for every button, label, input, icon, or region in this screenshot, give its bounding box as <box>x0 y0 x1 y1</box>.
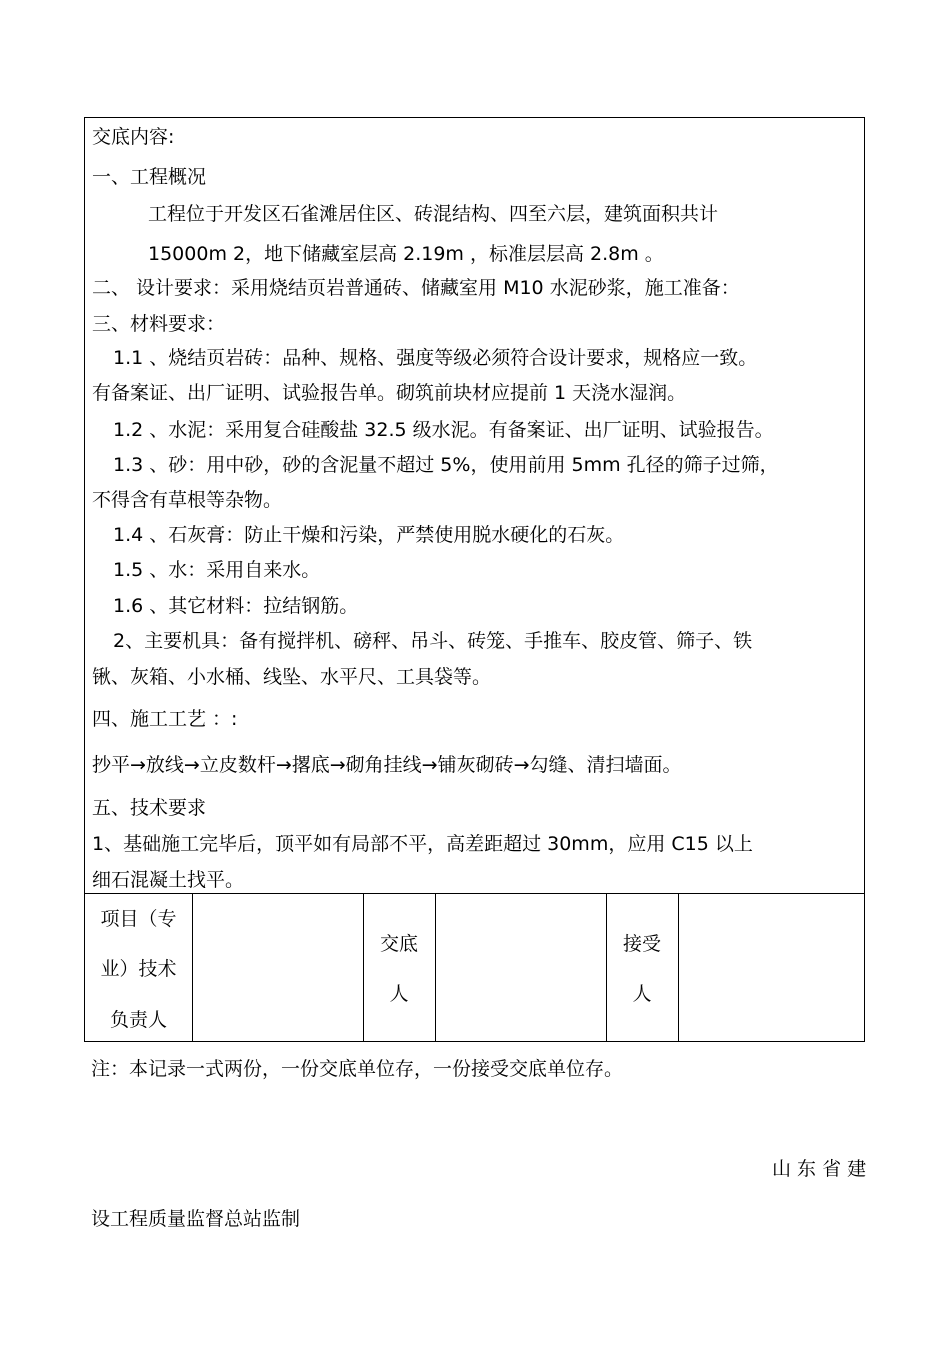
section-3-title: 三、材料要求： <box>92 313 226 335</box>
material-1-4: 1.4 、石灰膏：防止干燥和污染，严禁使用脱水硬化的石灰。 <box>113 524 625 546</box>
issuer-line-2: 设工程质量监督总站监制 <box>91 1208 301 1230</box>
tools-line-2: 锹、灰箱、小水桶、线坠、水平尺、工具袋等。 <box>92 666 492 688</box>
material-1-6: 1.6 、其它材料：拉结钢筋。 <box>113 595 359 617</box>
column-divider <box>435 894 436 1042</box>
technical-requirement-line-2: 细石混凝土找平。 <box>92 869 245 891</box>
column-divider <box>363 894 364 1042</box>
material-1-3-line-2: 不得含有草根等杂物。 <box>92 489 283 511</box>
project-overview-line-2: 15000m 2，地下储藏室层高 2.19m ，标准层层高 2.8m 。 <box>148 243 664 265</box>
footer-note: 注：本记录一式两份，一份交底单位存，一份接受交底单位存。 <box>91 1058 624 1080</box>
receiver-label-line-2: 人 <box>632 983 652 1005</box>
material-1-5: 1.5 、水：采用自来水。 <box>113 559 321 581</box>
material-1-1-line-1: 1.1 、烧结页岩砖：品种、规格、强度等级必须符合设计要求，规格应一致。 <box>113 347 758 369</box>
issuer-line-1: 山 东 省 建 <box>772 1158 867 1180</box>
content-heading: 交底内容: <box>92 126 175 148</box>
column-divider <box>192 894 193 1042</box>
column-divider <box>606 894 607 1042</box>
material-1-1-line-2: 有备案证、出厂证明、试验报告单。砌筑前块材应提前 1 天浇水湿润。 <box>92 382 687 404</box>
technical-lead-label-line-3: 负责人 <box>109 1009 167 1031</box>
tools-line-1: 2、主要机具：备有搅拌机、磅秤、吊斗、砖笼、手推车、胶皮管、筛子、铁 <box>113 630 753 652</box>
signature-row <box>85 893 864 1042</box>
construction-process-flow: 抄平→放线→立皮数杆→撂底→砌角挂线→铺灰砌砖→勾缝、清扫墙面。 <box>92 754 682 776</box>
column-divider <box>678 894 679 1042</box>
discloser-label-line-1: 交底 <box>379 933 418 955</box>
technical-lead-label-line-1: 项目（专 <box>100 908 177 930</box>
material-1-2: 1.2 、水泥：采用复合硅酸盐 32.5 级水泥。有备案证、出厂证明、试验报告。 <box>113 419 774 441</box>
disclosure-table <box>84 117 865 1042</box>
discloser-label-line-2: 人 <box>389 983 409 1005</box>
material-1-3-line-1: 1.3 、砂：用中砂，砂的含泥量不超过 5%，使用前用 5mm 孔径的筛子过筛， <box>113 454 779 476</box>
section-2-design-requirements: 二、 设计要求：采用烧结页岩普通砖、储藏室用 M10 水泥砂浆，施工准备： <box>92 277 740 299</box>
technical-lead-label-line-2: 业）技术 <box>100 958 177 980</box>
technical-requirement-line-1: 1、基础施工完毕后，顶平如有局部不平，高差距超过 30mm，应用 C15 以上 <box>92 833 753 855</box>
project-overview-line-1: 工程位于开发区石雀滩居住区、砖混结构、四至六层，建筑面积共计 <box>148 203 719 225</box>
section-1-title: 一、工程概况 <box>92 166 207 188</box>
section-4-title: 四、施工工艺 ：: <box>92 708 238 730</box>
receiver-label-line-1: 接受 <box>622 933 661 955</box>
section-5-title: 五、技术要求 <box>92 797 207 819</box>
